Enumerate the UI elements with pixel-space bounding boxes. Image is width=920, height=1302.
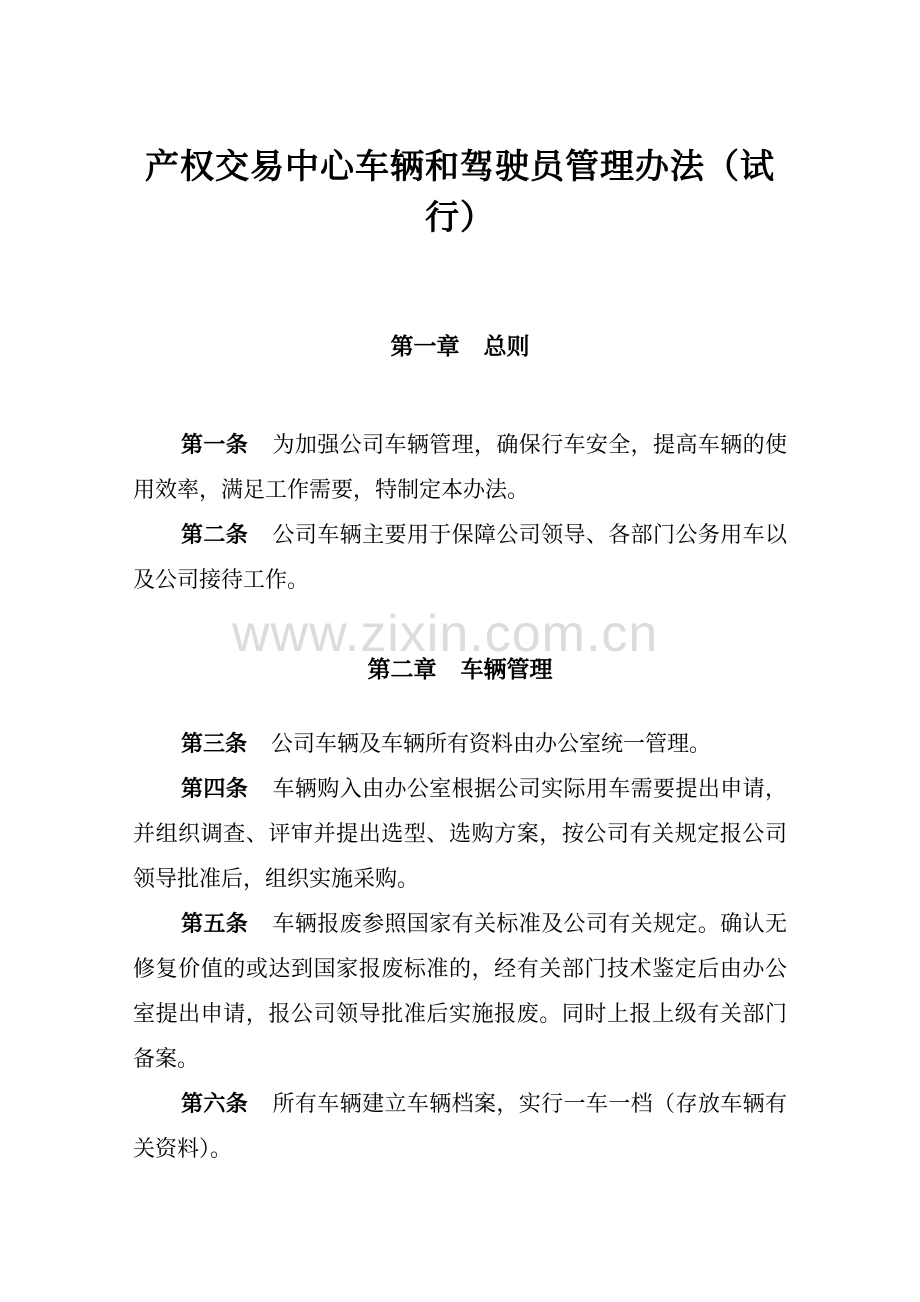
- chapter-name: 总则: [483, 334, 530, 360]
- chapter-name: 车辆管理: [460, 657, 553, 683]
- article-number: 第三条: [181, 732, 248, 757]
- document-title: 产权交易中心车辆和驾驶员管理办法（试行）: [145, 147, 775, 238]
- article-number: 第六条: [181, 1092, 249, 1117]
- article-paragraph: [133, 423, 787, 513]
- chapter-number: 第二章: [367, 657, 437, 683]
- article-text: 为加强公司车辆管理，确保行车安全，提高车辆的使用效率，满足工作需要，特制定本办法。: [133, 433, 787, 503]
- article-text: 公司车辆及车辆所有资料由办公室统一管理。: [271, 732, 712, 757]
- article-text: 车辆报废参照国家有关标准及公司有关规定。确认无修复价值的或达到国家报废标准的，经有关部门技术鉴定后由办公室提出申请，报公司领导批准后实施报废。同时上报上级有关部门备案。: [133, 912, 787, 1072]
- article-paragraph: [133, 1082, 787, 1172]
- article-paragraph: [133, 722, 787, 767]
- chapter-heading: [0, 655, 920, 685]
- article-paragraph: [133, 767, 787, 902]
- article-number: 第二条: [181, 523, 249, 548]
- article-paragraph: [133, 513, 787, 603]
- article-number: 第四条: [181, 777, 249, 802]
- chapter-number: 第一章: [390, 334, 460, 360]
- article-text: 公司车辆主要用于保障公司领导、各部门公务用车以及公司接待工作。: [133, 523, 787, 593]
- article-text: 所有车辆建立车辆档案，实行一车一档（存放车辆有关资料）。: [133, 1092, 787, 1162]
- article-text: 车辆购入由办公室根据公司实际用车需要提出申请，并组织调查、评审并提出选型、选购方案，按公司有关规定报公司领导批准后，组织实施采购。: [133, 777, 787, 892]
- watermark: www.zixin.com.cn: [232, 605, 659, 663]
- article-number: 第一条: [181, 433, 249, 458]
- article-paragraph: [133, 902, 787, 1082]
- chapter-heading: [0, 332, 920, 362]
- article-number: 第五条: [181, 912, 249, 937]
